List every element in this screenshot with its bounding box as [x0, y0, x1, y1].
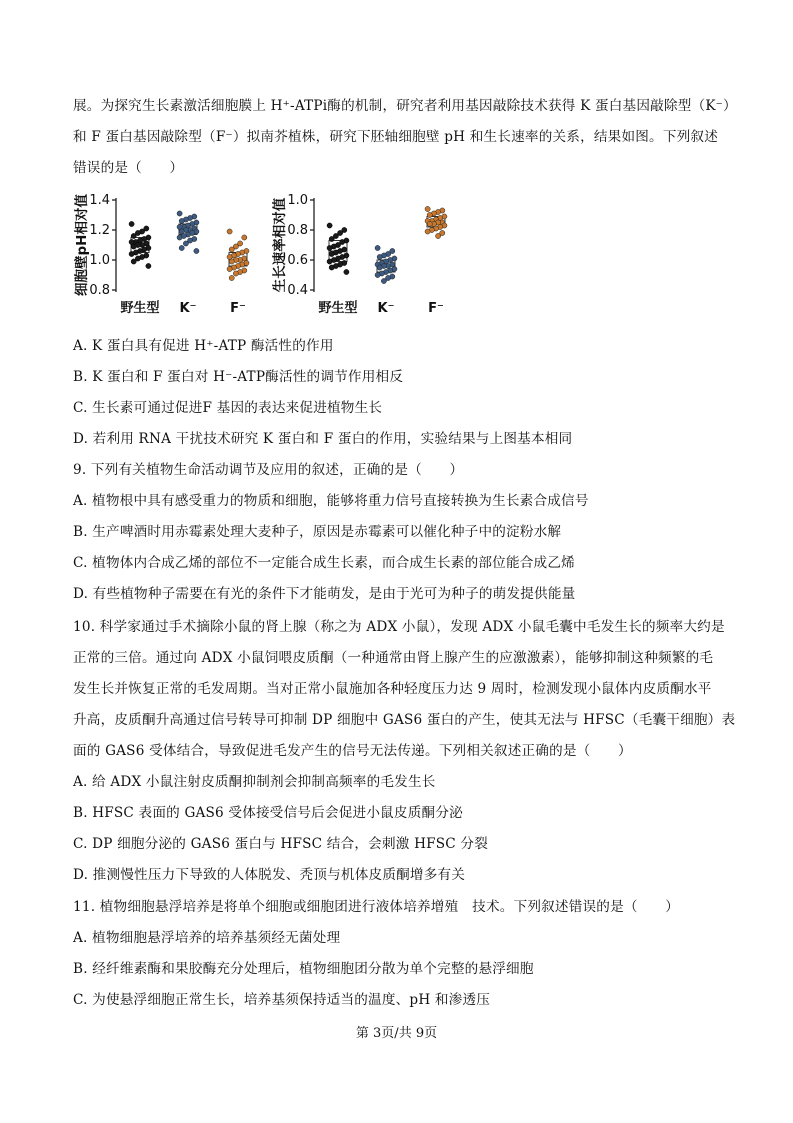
y-tick-label: 1.0	[89, 253, 110, 268]
data-point	[179, 218, 184, 223]
data-point	[129, 221, 134, 226]
category-label: 野生型	[318, 301, 358, 316]
y-tick-label: 0.4	[287, 283, 308, 298]
data-point	[183, 241, 188, 246]
y-tick-label: 1.4	[89, 193, 110, 208]
data-point	[327, 259, 332, 264]
q10-stem-line-4: 升高，皮质酮升高通过信号转导可抑制 DP 细胞中 GAS6 蛋白的产生，使其无法与 HFSC（毛囊干细胞）表	[73, 712, 736, 728]
q8-option-c: C. 生长素可通过促进F 基因的表达来促进植物生长	[73, 400, 383, 416]
series-group	[129, 221, 151, 268]
category-label: K⁻	[179, 301, 197, 316]
page-footer: 第 3页/共 9页	[355, 1026, 438, 1041]
q11-option-c: C. 为使悬浮细胞正常生长，培养基须保持适当的温度、pH 和渗透压	[73, 992, 491, 1008]
q9-stem: 9. 下列有关植物生命活动调节及应用的叙述，正确的是（ ）	[73, 462, 464, 478]
q11-option-a: A. 植物细胞悬浮培养的培养基须经无菌处理	[73, 930, 341, 946]
data-point	[242, 235, 247, 240]
data-point	[329, 236, 334, 241]
category-label: K⁻	[377, 301, 395, 316]
q10-stem-line-2: 正常的三倍。通过向 ADX 小鼠饲喂皮质酮（一种通常由肾上腺产生的应激激素），能够抑制这种频繁的毛	[73, 650, 714, 666]
data-point	[425, 229, 430, 234]
data-point	[329, 265, 334, 270]
data-point	[129, 251, 134, 256]
q10-option-b: B. HFSC 表面的 GAS6 受体接受信号后会促进小鼠皮质酮分泌	[73, 805, 463, 821]
q10-stem-line-5: 面的 GAS6 受体结合，导致促进毛发产生的信号无法传递。下列相关叙述正确的是（ ）	[73, 743, 632, 759]
data-point	[427, 212, 432, 217]
data-point	[177, 211, 182, 216]
data-point	[427, 221, 432, 226]
q9-option-d: D. 有些植物种子需要在有光的条件下才能萌发，是由于光可为种子的萌发提供能量	[73, 586, 576, 602]
q8-intro-line-1: 展。为探究生长素激活细胞膜上 H⁺-ATPi酶的机制，研究者利用基因敲除技术获得 K 蛋白基因敲除型（K⁻）	[73, 98, 737, 114]
series-group	[227, 229, 249, 281]
series-group	[425, 206, 447, 238]
data-point	[227, 266, 232, 271]
data-point	[327, 245, 332, 250]
data-point	[131, 259, 136, 264]
series-group	[177, 211, 199, 254]
data-point	[131, 244, 136, 249]
q11-option-b: B. 经纤维素酶和果胶酶充分处理后，植物细胞团分散为单个完整的悬浮细胞	[73, 961, 534, 977]
y-tick-label: 0.8	[287, 223, 308, 238]
data-point	[375, 245, 380, 250]
data-point	[425, 206, 430, 211]
y-axis-label: 细胞壁pH相对值	[74, 194, 90, 296]
q8-intro-line-3: 错误的是（ ）	[73, 160, 184, 176]
data-point	[344, 269, 349, 274]
data-point	[229, 259, 234, 264]
data-point	[329, 251, 334, 256]
data-point	[146, 263, 151, 268]
q9-option-b: B. 生产啤酒时用赤霉素处理大麦种子，原因是赤霉素可以催化种子中的淀粉水解	[73, 524, 562, 540]
q10-option-a: A. 给 ADX 小鼠注射皮质酮抑制剂会抑制高频率的毛发生长	[73, 774, 436, 790]
growth-box-chart	[268, 190, 468, 320]
category-label: F⁻	[230, 301, 246, 316]
data-point	[179, 245, 184, 250]
q9-option-a: A. 植物根中具有感受重力的物质和细胞，能够将重力信号直接转换为生长素合成信号	[73, 493, 589, 509]
y-axis-label: 生长速率相对值	[272, 197, 288, 293]
q10-stem-line-3: 发生长并恢复正常的毛发周期。当对正常小鼠施加各种轻度压力达 9 周时，检测发现小鼠体内皮质酮水平	[73, 681, 712, 697]
q11-stem: 11. 植物细胞悬浮培养是将单个细胞或细胞团进行液体培养增殖 技术。下列叙述错误的是（ ）	[73, 899, 680, 915]
data-point	[177, 235, 182, 240]
q10-option-d: D. 推测慢性压力下导致的人体脱发、秃顶与机体皮质酮增多有关	[73, 867, 466, 883]
ph-chart-svg	[70, 190, 270, 320]
series-group	[327, 223, 349, 275]
q10-option-c: C. DP 细胞分泌的 GAS6 蛋白与 HFSC 结合，会刺激 HFSC 分裂	[73, 836, 488, 852]
data-point	[381, 278, 386, 283]
y-tick-label: 1.2	[89, 223, 110, 238]
data-point	[194, 248, 199, 253]
data-point	[229, 275, 234, 280]
q8-option-d: D. 若利用 RNA 干扰技术研究 K 蛋白和 F 蛋白的作用，实验结果与上图基本相同	[73, 431, 573, 447]
category-label: F⁻	[428, 301, 444, 316]
data-point	[375, 272, 380, 277]
q8-option-b: B. K 蛋白和 F 蛋白对 H⁻-ATP酶活性的调节作用相反	[73, 369, 404, 385]
y-tick-label: 1.0	[287, 193, 308, 208]
q10-stem-line-1: 10. 科学家通过手术摘除小鼠的肾上腺（称之为 ADX 小鼠），发现 ADX 小鼠毛囊中毛发生长的频率大约是	[73, 619, 725, 635]
data-point	[227, 229, 232, 234]
series-group	[375, 245, 397, 283]
data-point	[131, 233, 136, 238]
ph-box-chart	[70, 190, 270, 320]
data-point	[233, 271, 238, 276]
q9-option-c: C. 植物体内合成乙烯的部位不一定能合成生长素，而合成生长素的部位能合成乙烯	[73, 555, 575, 571]
q8-intro-line-2: 和 F 蛋白基因敲除型（F⁻）拟南芥植株，研究下胚轴细胞壁 pH 和生长速率的关系，结果如图。下列叙述	[73, 129, 719, 145]
growth-chart-svg	[268, 190, 468, 320]
data-point	[229, 247, 234, 252]
q8-option-a: A. K 蛋白具有促进 H⁺-ATP 酶活性的作用	[73, 338, 334, 354]
data-point	[377, 265, 382, 270]
category-label: 野生型	[120, 301, 160, 316]
y-tick-label: 0.6	[287, 253, 308, 268]
y-tick-label: 0.8	[89, 283, 110, 298]
data-point	[436, 233, 441, 238]
data-point	[327, 223, 332, 228]
data-point	[377, 254, 382, 259]
